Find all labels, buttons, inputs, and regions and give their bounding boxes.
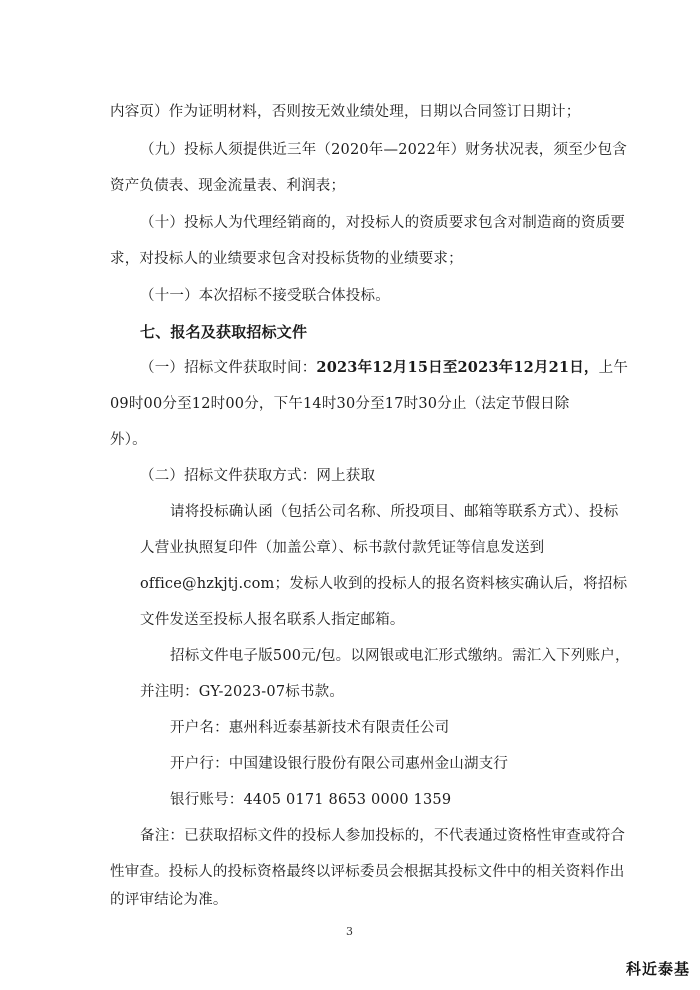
text-line: （二）招标文件获取方式：网上获取 xyxy=(140,468,376,484)
note-line: 的评审结论为准。 xyxy=(110,892,228,908)
text-line: 人营业执照复印件（加盖公章）、标书款付款凭证等信息发送到 xyxy=(140,540,545,556)
item1-prefix: （一）招标文件获取时间： xyxy=(140,360,317,376)
text-line: （九）投标人须提供近三年（2020年—2022年）财务状况表，须至少包含 xyxy=(140,142,628,158)
text-line: 09时00分至12时00分，下午14时30分至17时30分止（法定节假日除 xyxy=(110,396,570,412)
item1-dates: 2023年12月15日至2023年12月21日， xyxy=(316,359,599,376)
text-line: （十）投标人为代理经销商的，对投标人的资质要求包含对制造商的资质要 xyxy=(140,215,626,231)
text-line xyxy=(140,358,628,378)
text-line: 并注明：GY-2023-07标书款。 xyxy=(140,684,345,700)
text-line: 文件发送至投标人报名联系人指定邮箱。 xyxy=(140,612,405,628)
account-number: 银行账号：4405 0171 8653 0000 1359 xyxy=(170,792,452,808)
text-line: 请将投标确认函（包括公司名称、所投项目、邮箱等联系方式）、投标 xyxy=(170,504,619,520)
text-line: （十一）本次招标不接受联合体投标。 xyxy=(140,288,390,304)
page-number: 3 xyxy=(346,925,353,938)
text-line: 招标文件电子版500元/包。以网银或电汇形式缴纳。需汇入下列账户， xyxy=(170,648,630,664)
note-line: 性审查。投标人的投标资格最终以评标委员会根据其投标文件中的相关资料作出 xyxy=(110,864,625,880)
text-line: 资产负债表、现金流量表、利润表； xyxy=(110,178,346,194)
text-line: 内容页）作为证明材料，否则按无效业绩处理，日期以合同签订日期计； xyxy=(110,104,581,120)
note-line: 备注：已获取招标文件的投标人参加投标的，不代表通过资格性审查或符合 xyxy=(140,828,626,844)
bank-name: 开户行：中国建设银行股份有限公司惠州金山湖支行 xyxy=(170,756,509,772)
account-name: 开户名：惠州科近泰基新技术有限责任公司 xyxy=(170,720,450,736)
watermark-text: 科近泰基 xyxy=(625,960,690,978)
item1-suffix: 上午 xyxy=(598,360,629,376)
email-line: office@hzkjtj.com；发标人收到的投标人的报名资料核实确认后，将招标 xyxy=(140,576,628,592)
text-line: 求，对投标人的业绩要求包含对投标货物的业绩要求； xyxy=(110,251,463,267)
section-heading: 七、报名及获取招标文件 xyxy=(140,323,308,341)
text-line: 外）。 xyxy=(110,432,147,448)
